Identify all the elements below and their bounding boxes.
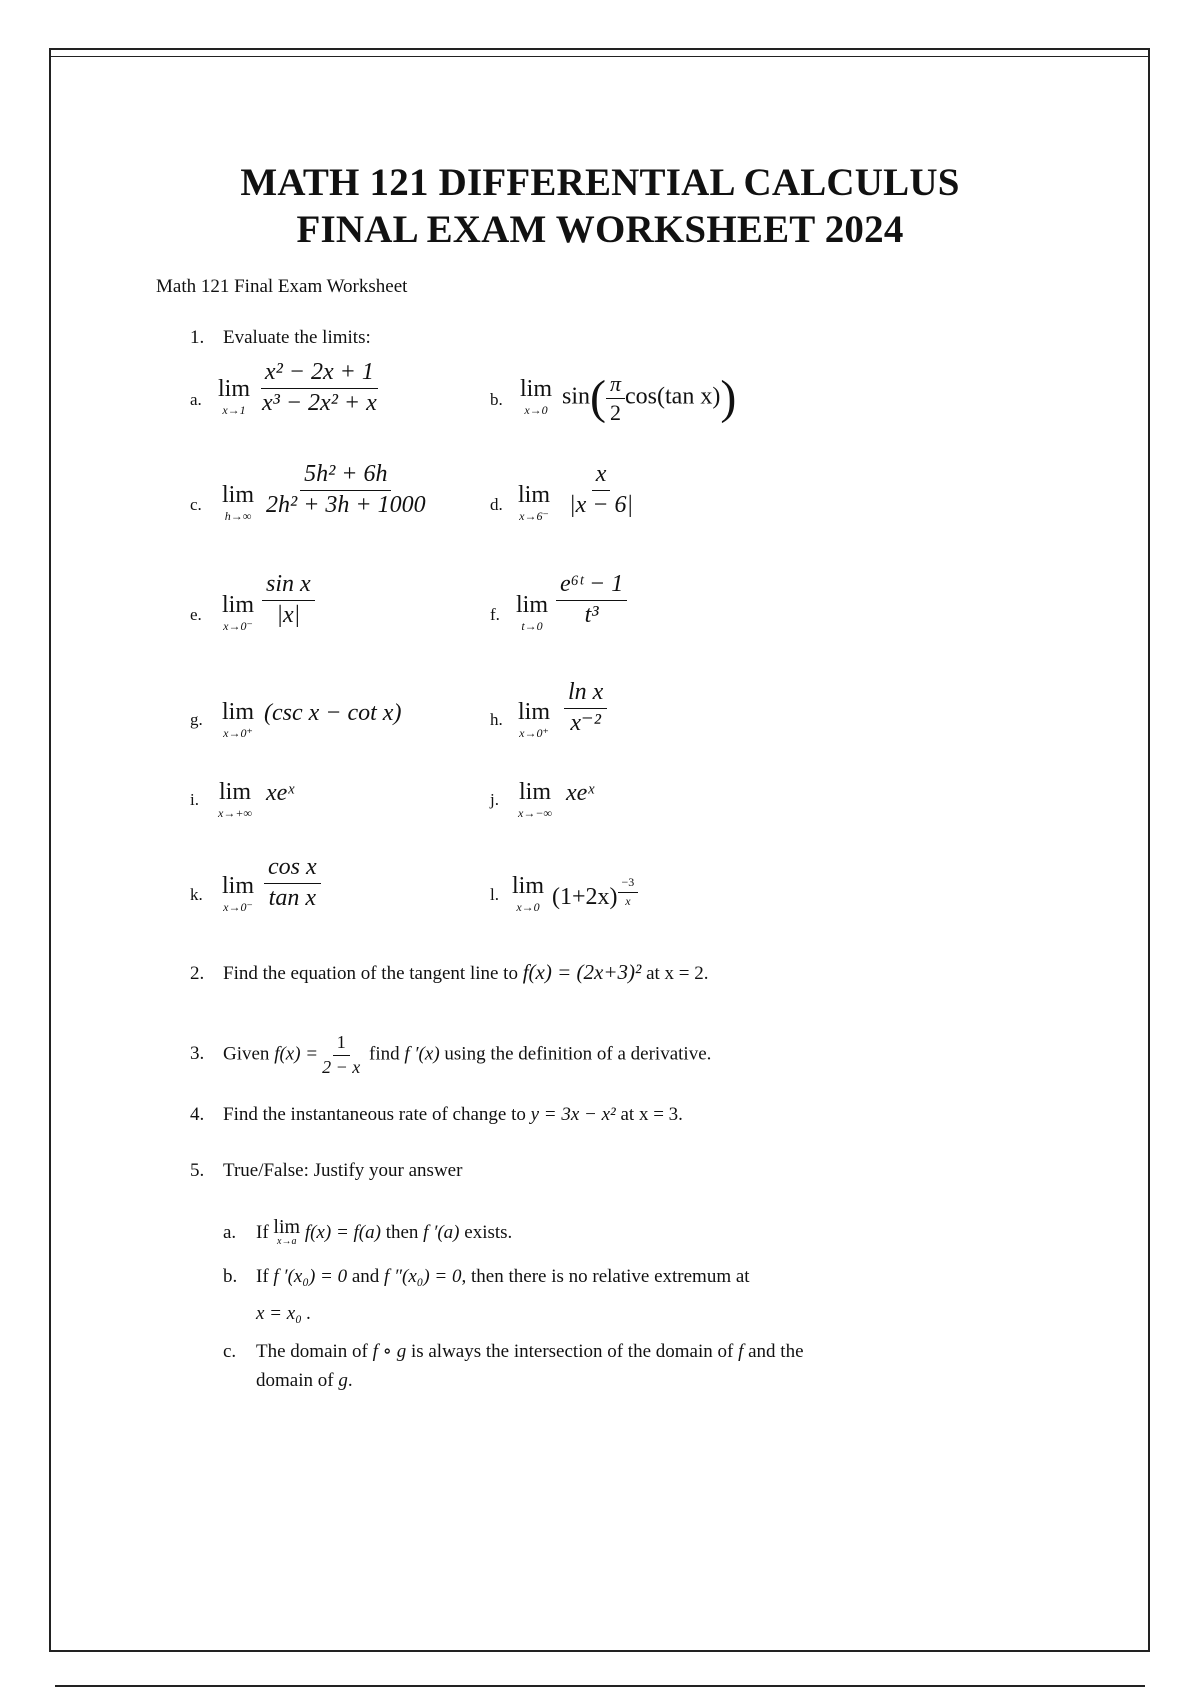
limit-f: lim t→0 <box>516 592 549 633</box>
fraction-e: $\frac{\text{sin x}}{|x|}$ <box>262 572 315 628</box>
question-5a: a. If lim x→a f(x) = f(a) then f ′(a) exists. <box>223 1216 513 1247</box>
fraction-c: $\frac{\text{5h² + 6h}}{\text{2h² + 3h + 1000}}$ <box>266 461 426 519</box>
expression-j: xeˣ <box>566 780 595 806</box>
expression-g: (csc x − cot x) <box>264 700 402 726</box>
item-label-i: i. <box>190 790 199 809</box>
question-5: 5. True/False: Justify your answer <box>190 1160 463 1181</box>
question-5c-line2: domain of g. <box>256 1370 353 1391</box>
question-5c: c. The domain of f ∘ g is always the intersection of the domain of f and the <box>223 1341 804 1362</box>
title-line-2: FINAL EXAM WORKSHEET 2024 <box>296 208 904 251</box>
limit-k: lim x→0⁻ <box>222 873 255 914</box>
item-label-f: f. <box>490 605 500 624</box>
question-5b-line2: x = x₀ . <box>256 1303 312 1324</box>
item-label-k: k. <box>190 885 203 904</box>
expression-b: sin( $\frac{\pi}{2}$ cos(tan x)) <box>562 371 737 426</box>
item-label-c: c. <box>190 495 202 514</box>
question-number: 1. <box>190 327 205 348</box>
limit-l: lim x→0 <box>512 873 545 914</box>
item-label-a: a. <box>190 390 202 409</box>
question-4: 4. Find the instantaneous rate of change to y = 3x − x² at x = 3. <box>190 1104 683 1125</box>
fraction-h: $\frac{\text{ln x}}{\text{x⁻²}}$ <box>564 680 607 736</box>
limit-i: lim x→+∞ <box>218 779 252 820</box>
fraction-k: $\frac{\text{cos x}}{\text{tan x}}$ <box>264 855 321 911</box>
limit-g: lim x→0⁺ <box>222 699 255 740</box>
expression-l: (1+2x) $\frac{-3}{x}$ <box>552 876 638 911</box>
item-label-h: h. <box>490 710 503 729</box>
item-label-d: d. <box>490 495 503 514</box>
question-5b: b. If f ′(x₀) = 0 and f ″(x₀) = 0, then there is no relative extremum at <box>223 1266 750 1287</box>
worksheet-subheading: Math 121 Final Exam Worksheet <box>156 276 408 297</box>
question-2: 2. Find the equation of the tangent line to f(x) = (2x+3)² at x = 2. <box>190 960 709 984</box>
question-prompt: Evaluate the limits: <box>223 327 371 348</box>
item-label-l: l. <box>490 885 499 904</box>
fraction-f: $\frac{\text{e⁶ᵗ − 1}}{\text{t³}}$ <box>556 572 627 628</box>
limit-d: lim x→6⁻ <box>518 482 551 523</box>
limit-h: lim x→0⁺ <box>518 699 551 740</box>
limit-a: lim x→1 <box>218 376 251 417</box>
fraction-a: $\frac{\text{x² − 2x + 1}}{\text{x³ − 2x² + x}}$ <box>262 359 377 417</box>
tangent-function: f(x) = (2x+3)² <box>522 960 642 984</box>
item-label-e: e. <box>190 605 202 624</box>
fraction-d: $\frac{x}{|x - 6|}$ <box>569 461 634 519</box>
item-label-j: j. <box>490 790 499 809</box>
title-line-1: MATH 121 DIFFERENTIAL CALCULUS <box>240 161 960 204</box>
expression-i: xeˣ <box>266 780 295 806</box>
limit-c: lim h→∞ <box>222 482 255 523</box>
limit-b: lim x→0 <box>520 376 553 417</box>
item-label-g: g. <box>190 710 203 729</box>
question-3: 3. Given f(x) = $\frac{1}{2 - x}$ find f ′(x) using the definition of a derivative. <box>190 1032 712 1077</box>
page-border-inner-rule <box>49 56 1150 57</box>
question-1 <box>190 327 371 349</box>
bottom-rule <box>55 1685 1145 1687</box>
item-label-b: b. <box>490 390 503 409</box>
limit-j: lim x→−∞ <box>518 779 552 820</box>
limit-e: lim x→0⁻ <box>222 592 255 633</box>
